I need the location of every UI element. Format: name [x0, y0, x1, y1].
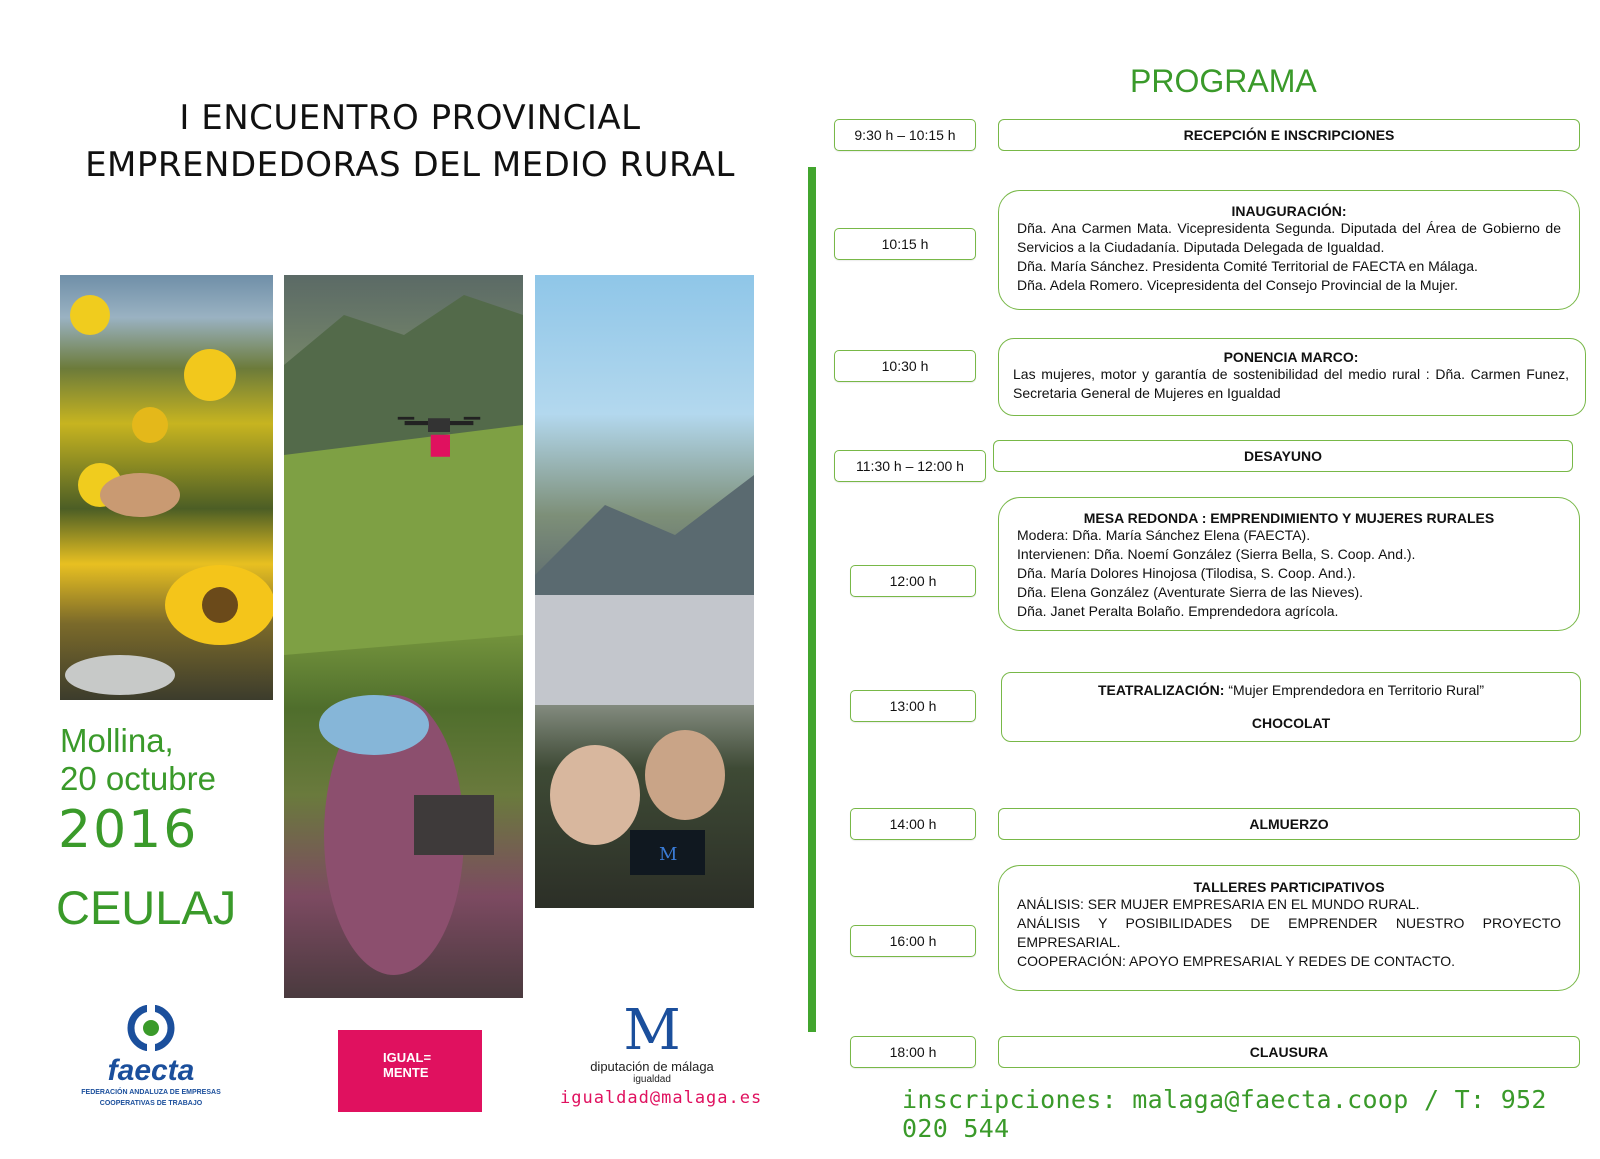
event-heading: PONENCIA MARCO:	[1223, 349, 1359, 365]
diputacion-subtitle: igualdad	[633, 1074, 671, 1085]
event-detail: Dña. Elena González (Aventurate Sierra de las Nieves).	[1017, 584, 1364, 600]
diputacion-name: diputación de málaga	[590, 1059, 714, 1074]
event-detail: Dña. Janet Peralta Bolaño. Emprendedora agrícola.	[1017, 603, 1339, 619]
event-heading: TALLERES PARTICIPATIVOS	[1193, 879, 1385, 895]
event-reception: RECEPCIÓN E INSCRIPCIONES	[998, 119, 1580, 151]
event-detail: Dña. Adela Romero. Vicepresidenta del Consejo Provincial de la Mujer.	[1017, 277, 1458, 293]
event-lunch: ALMUERZO	[998, 808, 1580, 840]
faecta-subtitle-2: COOPERATIVAS DE TRABAJO	[99, 1100, 203, 1107]
event-detail: Dña. María Sánchez. Presidenta Comité Territorial de FAECTA en Málaga.	[1017, 258, 1478, 274]
event-heading: TEATRALIZACIÓN:	[1097, 682, 1225, 698]
event-venue: CEULAJ	[56, 881, 237, 934]
event-inauguration	[998, 190, 1580, 310]
event-place: Mollina,	[60, 722, 174, 759]
event-workshops	[998, 865, 1580, 991]
igualmente-line1: IGUAL=	[383, 1050, 432, 1065]
time-slot: 13:00 h	[850, 690, 976, 722]
diputacion-m-icon: M	[623, 998, 681, 1063]
event-keynote	[998, 338, 1586, 416]
igualmente-line2: MENTE	[383, 1065, 429, 1080]
event-theatre	[1001, 672, 1581, 742]
faecta-subtitle-1: FEDERACIÓN ANDALUZA DE EMPRESAS	[81, 1089, 221, 1096]
event-title-line2: EMPRENDEDORAS DEL MEDIO RURAL	[85, 145, 735, 185]
event-closing: CLAUSURA	[998, 1036, 1580, 1068]
timeline-bar	[808, 167, 816, 1032]
photo-flowers-bee	[60, 275, 273, 700]
time-slot: 9:30 h – 10:15 h	[834, 119, 976, 151]
time-slot: 11:30 h – 12:00 h	[834, 450, 986, 482]
event-detail: Modera: Dña. María Sánchez Elena (FAECTA).	[1017, 527, 1311, 543]
svg-text:M: M	[659, 844, 678, 865]
event-quote: “Mujer Emprendedora en Territorio Rural”	[1228, 682, 1485, 698]
event-round-table	[998, 497, 1580, 631]
mountains-illustration	[284, 275, 523, 998]
event-breakfast: DESAYUNO	[993, 440, 1573, 472]
igualdad-email-link[interactable]: igualdad@malaga.es	[560, 1088, 763, 1108]
event-heading: MESA REDONDA : EMPRENDIMIENTO Y MUJERES RURALES	[1083, 510, 1495, 526]
faecta-mark-icon	[119, 1005, 183, 1051]
village-illustration	[535, 275, 754, 908]
event-detail: COOPERACIÓN: APOYO EMPRESARIAL Y REDES DE CONTACTO.	[1017, 953, 1455, 969]
event-place-date	[60, 722, 216, 798]
event-company: CHOCOLAT	[1251, 715, 1331, 731]
time-slot: 10:15 h	[834, 228, 976, 260]
faecta-logo[interactable]	[80, 1005, 222, 1105]
event-detail: Dña. Ana Carmen Mata. Vicepresidenta Segunda. Diputada del Área de Gobierno de Servicios a la Ciudadanía. Diputada Delegada de Igualdad.	[1017, 220, 1561, 255]
event-detail: ANÁLISIS: SER MUJER EMPRESARIA EN EL MUNDO RURAL.	[1017, 896, 1420, 912]
faecta-name: faecta	[107, 1054, 195, 1087]
photo-mountains-drone	[284, 275, 523, 998]
event-year: 2016	[58, 800, 199, 860]
time-slot: 14:00 h	[850, 808, 976, 840]
event-date: 20 octubre	[60, 760, 216, 797]
diputacion-malaga-logo[interactable]	[568, 998, 736, 1085]
time-slot: 12:00 h	[850, 565, 976, 597]
igualmente-wordmark	[383, 1050, 431, 1080]
event-detail: Las mujeres, motor y garantía de sostenibilidad del medio rural : Dña. Carmen Funez, Secretaria General de Mujeres en Igualdad	[1013, 366, 1569, 401]
event-detail: Dña. María Dolores Hinojosa (Tilodisa, S. Coop. And.).	[1017, 565, 1356, 581]
time-slot: 18:00 h	[850, 1036, 976, 1068]
event-detail: Intervienen: Dña. Noemí González (Sierra Bella, S. Coop. And.).	[1017, 546, 1416, 562]
event-heading: INAUGURACIÓN:	[1231, 203, 1347, 219]
registration-contact[interactable]: inscripciones: malaga@faecta.coop / T: 952 020 544	[902, 1085, 1547, 1143]
flowers-illustration	[60, 275, 273, 700]
photo-village-laptop	[535, 275, 754, 908]
time-slot: 10:30 h	[834, 350, 976, 382]
event-detail: ANÁLISIS Y POSIBILIDADES DE EMPRENDER NUESTRO PROYECTO EMPRESARIAL.	[1017, 915, 1561, 950]
event-title-line1: I ENCUENTRO PROVINCIAL	[179, 98, 641, 138]
time-slot: 16:00 h	[850, 925, 976, 957]
drone-icon	[394, 410, 484, 465]
program-title: PROGRAMA	[1130, 63, 1317, 99]
igualmente-logo[interactable]	[338, 1030, 482, 1112]
